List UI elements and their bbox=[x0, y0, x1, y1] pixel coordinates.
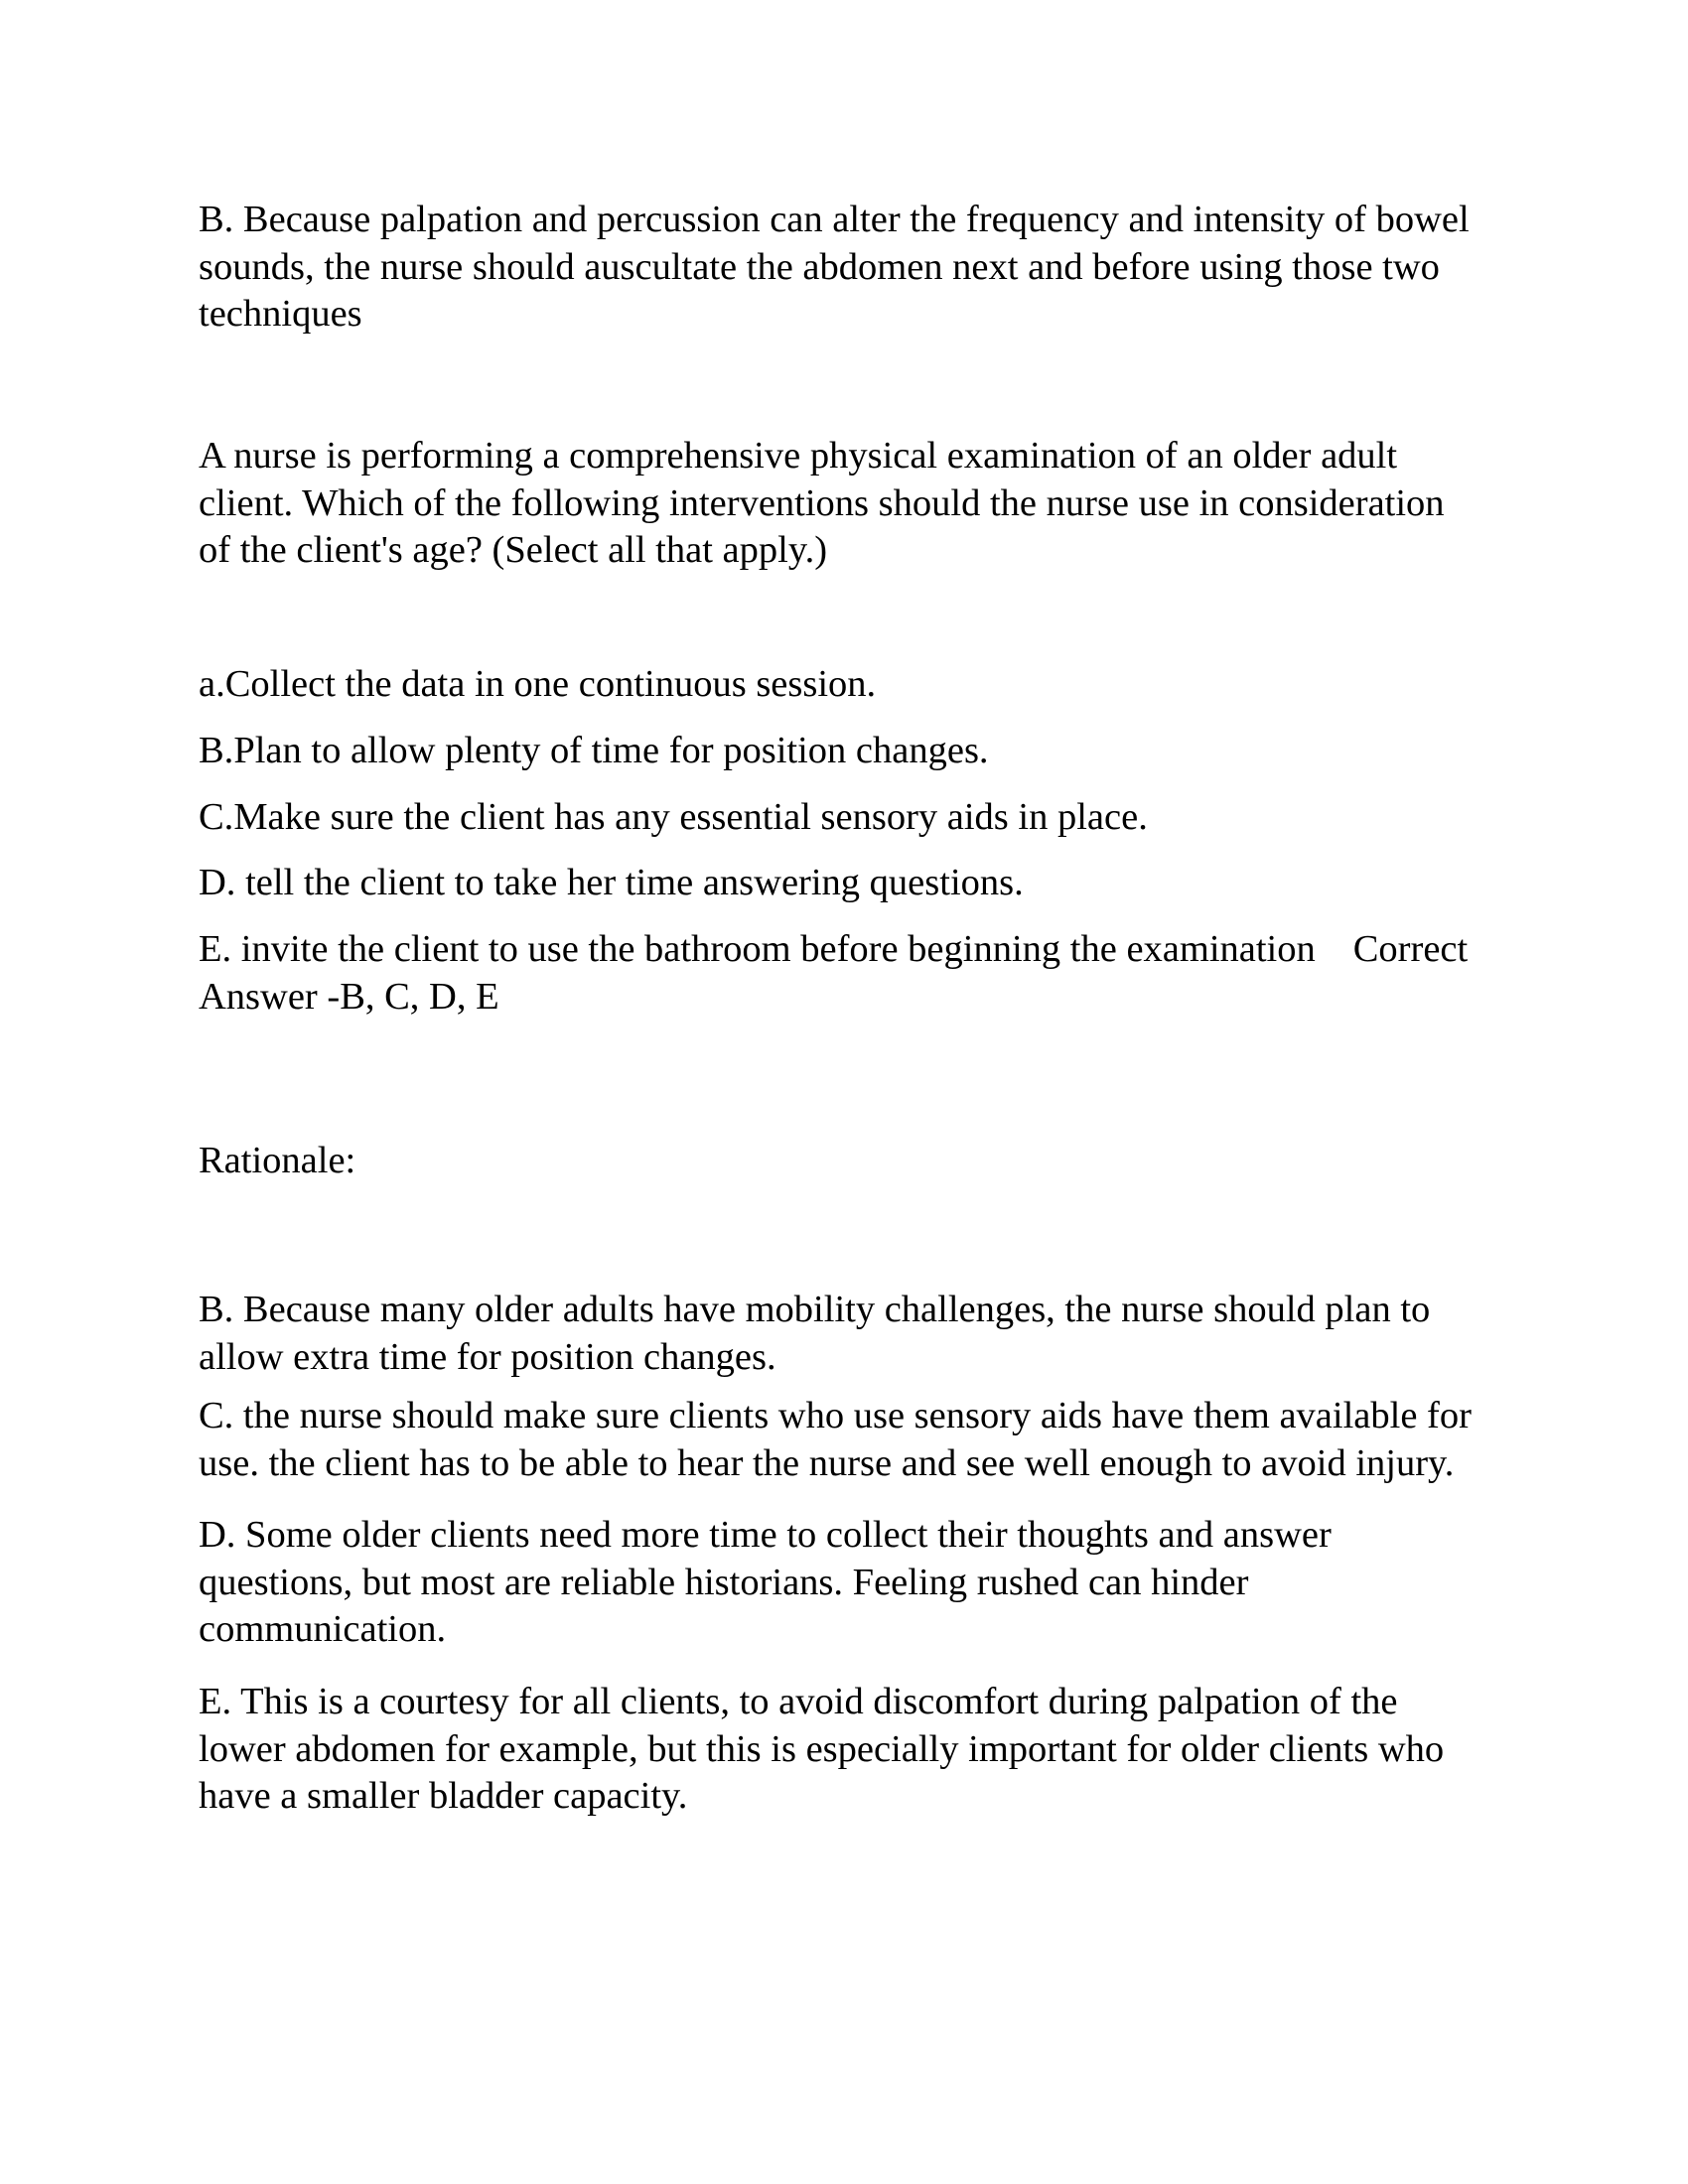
text-line: have a smaller bladder capacity. bbox=[199, 1775, 688, 1817]
correct-answer: Answer -B, C, D, E bbox=[199, 975, 499, 1018]
text-line: communication. bbox=[199, 1608, 447, 1650]
option-label: D. bbox=[199, 862, 236, 903]
rationale-b bbox=[199, 1287, 1529, 1381]
previous-rationale-paragraph bbox=[199, 197, 1529, 339]
text-line: A nurse is performing a comprehensive physical examination of an older adult bbox=[199, 435, 1398, 477]
question-stem bbox=[199, 433, 1529, 575]
text-line: use. the client has to be able to hear the nurse and see well enough to avoid injury. bbox=[199, 1441, 1455, 1484]
option-e-with-answer bbox=[199, 926, 1529, 1021]
text-line: B. Because many older adults have mobility challenges, the nurse should plan to bbox=[199, 1289, 1431, 1330]
text-line: allow extra time for position changes. bbox=[199, 1335, 776, 1378]
option-text: Collect the data in one continuous session. bbox=[224, 663, 877, 705]
option-text: tell the client to take her time answering questions. bbox=[235, 862, 1024, 903]
rationale-c bbox=[199, 1393, 1529, 1487]
option-text: Plan to allow plenty of time for position changes. bbox=[233, 730, 989, 771]
rationale-e bbox=[199, 1679, 1529, 1821]
text-line: lower abdomen for example, but this is especially important for older clients who bbox=[199, 1727, 1445, 1770]
option-c bbox=[199, 794, 1529, 842]
text-line: B. Because palpation and percussion can alter the frequency and intensity of bowel bbox=[199, 199, 1470, 240]
text-line: E. This is a courtesy for all clients, to avoid discomfort during palpation of the bbox=[199, 1681, 1398, 1722]
option-d bbox=[199, 860, 1529, 907]
rationale-heading: Rationale: bbox=[199, 1140, 356, 1181]
option-text: invite the client to use the bathroom before beginning the examination bbox=[231, 928, 1316, 970]
text-line: client. Which of the following interventions should the nurse use in consideration bbox=[199, 481, 1445, 524]
option-label: C. bbox=[199, 796, 234, 838]
option-label: E. bbox=[199, 928, 232, 970]
text-line: techniques bbox=[199, 293, 362, 335]
text-line: sounds, the nurse should auscultate the abdomen next and before using those two bbox=[199, 245, 1440, 288]
text-line: C. the nurse should make sure clients who use sensory aids have them available for bbox=[199, 1395, 1472, 1436]
option-label: B. bbox=[199, 730, 234, 771]
rationale-d bbox=[199, 1512, 1529, 1654]
option-text: Make sure the client has any essential sensory aids in place. bbox=[233, 796, 1148, 838]
option-b bbox=[199, 728, 1529, 775]
option-a bbox=[199, 661, 1529, 709]
text-line: questions, but most are reliable historians. Feeling rushed can hinder bbox=[199, 1561, 1249, 1603]
text-line: D. Some older clients need more time to collect their thoughts and answer bbox=[199, 1514, 1332, 1556]
correct-answer-prefix: Correct bbox=[1352, 928, 1469, 970]
text-line: of the client's age? (Select all that apply.) bbox=[199, 529, 828, 571]
option-label: a. bbox=[199, 663, 225, 705]
